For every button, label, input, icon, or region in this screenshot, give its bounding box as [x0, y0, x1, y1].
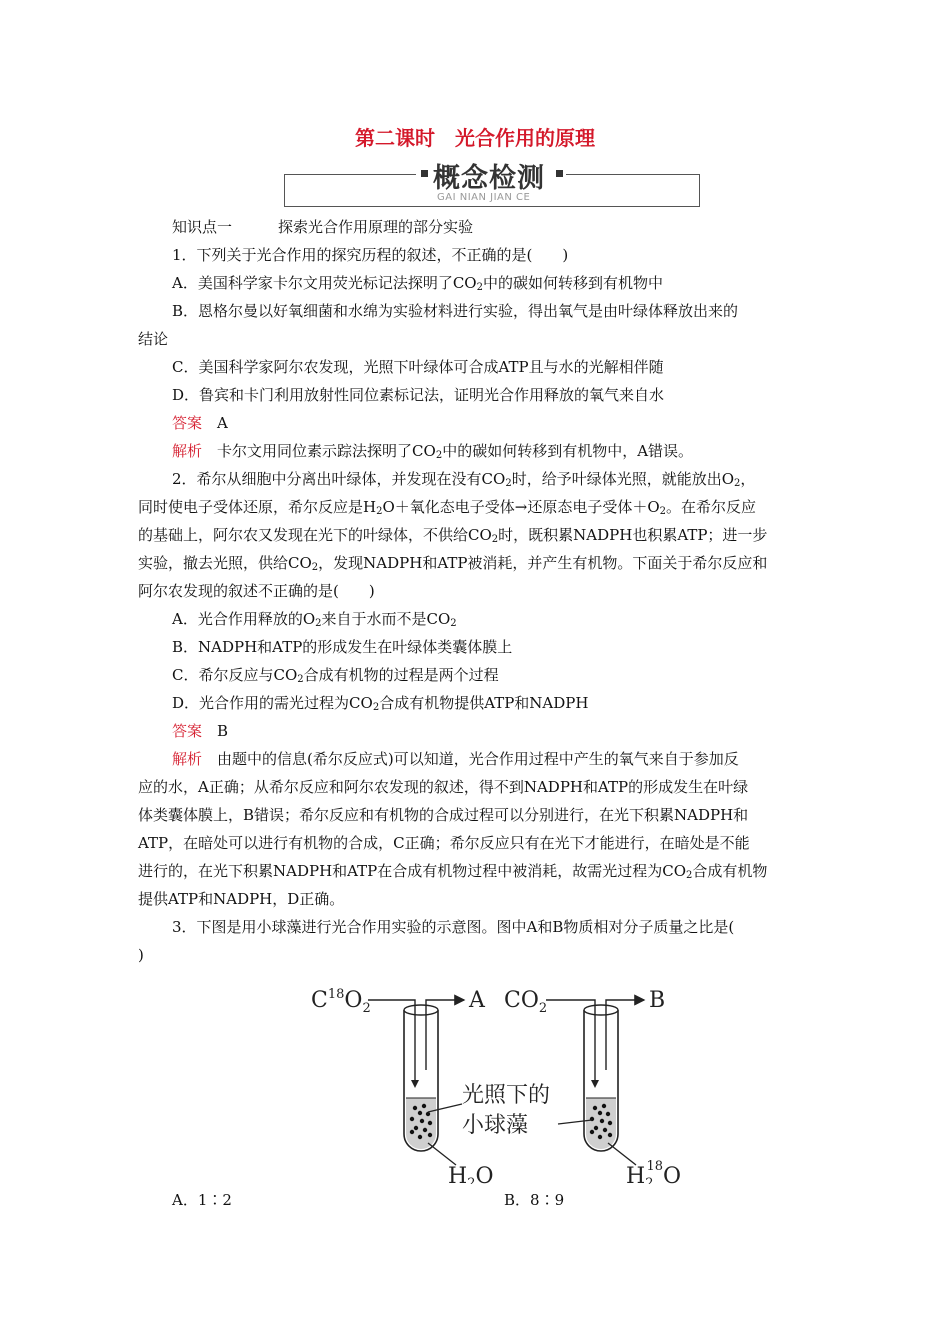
section-banner: [284, 156, 700, 208]
banner-pinyin: GAI NIAN JIAN CE: [437, 192, 531, 203]
q2-analysis-line6: 提供ATP和NADPH，D正确。: [138, 890, 345, 908]
banner-rule-left: [284, 174, 416, 175]
q2-option-a: A．光合作用释放的$O_2$来自于水而不是$CO_2$: [172, 610, 457, 629]
page-title: 第二课时 光合作用的原理: [355, 126, 595, 150]
banner-bullet-right: [556, 170, 563, 177]
q2-option-b: B．NADPH和ATP的形成发生在叶绿体类囊体膜上: [172, 638, 513, 656]
q1-stem: 1．下列关于光合作用的探究历程的叙述，不正确的是( ): [172, 246, 569, 264]
q2-stem-line5: 阿尔农发现的叙述不正确的是( ): [138, 582, 375, 600]
q2-analysis-line4: ATP，在暗处可以进行有机物的合成，C正确；希尔反应只有在光下才能进行，在暗处是不能: [138, 834, 750, 852]
q1-option-b-cont: 结论: [138, 330, 169, 348]
answer-label: 答案: [172, 414, 203, 432]
q3-option-b: B．8∶9: [504, 1191, 565, 1209]
q1-option-b: B．恩格尔曼以好氧细菌和水绵为实验材料进行实验，得出氧气是由叶绿体释放出来的: [172, 302, 739, 320]
experiment-diagram: [296, 980, 692, 1184]
q2-stem-line2: 同时使电子受体还原，希尔反应是$H_2O+$氧化态电子受体→还原态电子受体$+O_2$。在希尔反应: [138, 498, 757, 517]
algae-label-line1: 光照下的: [462, 1083, 551, 1108]
q2-stem-line3: 的基础上，阿尔农又发现在光下的叶绿体，不供给$CO_2$时，既积累NADPH也积累ATP；进一步: [138, 526, 768, 545]
section-topic: 探索光合作用原理的部分实验: [278, 218, 474, 236]
product-a-label: A: [469, 988, 485, 1013]
analysis-label: 解析: [172, 750, 203, 768]
section-label: 知识点一: [172, 218, 233, 236]
banner-heading: 概念检测: [431, 156, 547, 195]
q2-analysis-line5: 进行的，在光下积累NADPH和ATP在合成有机物过程中被消耗，故需光过程为$CO_2$合成有机物: [138, 862, 768, 881]
left-water-label: H2O: [448, 1164, 494, 1184]
q1-option-d: D．鲁宾和卡门利用放射性同位素标记法，证明光合作用释放的氧气来自水: [172, 386, 665, 404]
q3-option-a: A．1∶2: [172, 1191, 232, 1209]
q3-stem-line2: ): [138, 946, 144, 964]
q2-stem-line4: 实验，撤去光照，供给$CO_2$，发现NADPH和ATP被消耗，并产生有机物。下面关于希尔反应和: [138, 554, 768, 573]
q2-analysis-line3: 体类囊体膜上，B错误；希尔反应和有机物的合成过程可以分别进行，在光下积累NADPH和: [138, 806, 749, 824]
answer-label: 答案: [172, 722, 203, 740]
banner-bullet-left: [421, 170, 428, 177]
analysis-label: 解析: [172, 442, 203, 460]
left-gas-label: $C^{18}O_2$: [311, 987, 371, 1016]
q1-option-c: C．美国科学家阿尔农发现，光照下叶绿体可合成ATP且与水的光解相伴随: [172, 358, 664, 376]
q2-answer: 答案 B: [172, 722, 229, 740]
right-gas-label: $CO_2$: [504, 988, 548, 1016]
product-b-label: B: [649, 988, 666, 1013]
banner-rule-right: [566, 174, 699, 175]
algae-label-line2: 小球藻: [462, 1113, 529, 1138]
q1-answer: 答案 A: [172, 414, 228, 432]
q2-option-d: D．光合作用的需光过程为$CO_2$合成有机物提供ATP和NADPH: [172, 694, 589, 713]
q2-stem-line1: 2．希尔从细胞中分离出叶绿体，并发现在没有$CO_2$时，给予叶绿体光照，就能放出$O_2$，: [172, 470, 756, 489]
q2-analysis-line2: 应的水，A正确；从希尔反应和阿尔农发现的叙述，得不到NADPH和ATP的形成发生在叶绿: [138, 778, 749, 796]
q1-analysis: 解析 卡尔文用同位素示踪法探明了$CO_2$中的碳如何转移到有机物中，A错误。: [172, 442, 694, 461]
q1-option-a: A．美国科学家卡尔文用荧光标记法探明了$CO_2$中的碳如何转移到有机物中: [172, 274, 663, 293]
q3-stem-line1: 3．下图是用小球藻进行光合作用实验的示意图。图中A和B物质相对分子质量之比是(: [172, 918, 735, 936]
q2-option-c: C．希尔反应与$CO_2$合成有机物的过程是两个过程: [172, 666, 499, 685]
section-heading: [172, 217, 473, 237]
q2-analysis-line1: 解析 由题中的信息(希尔反应式)可以知道，光合作用过程中产生的氧气来自于参加反: [172, 750, 739, 768]
right-water-label: H218O: [626, 1159, 682, 1184]
